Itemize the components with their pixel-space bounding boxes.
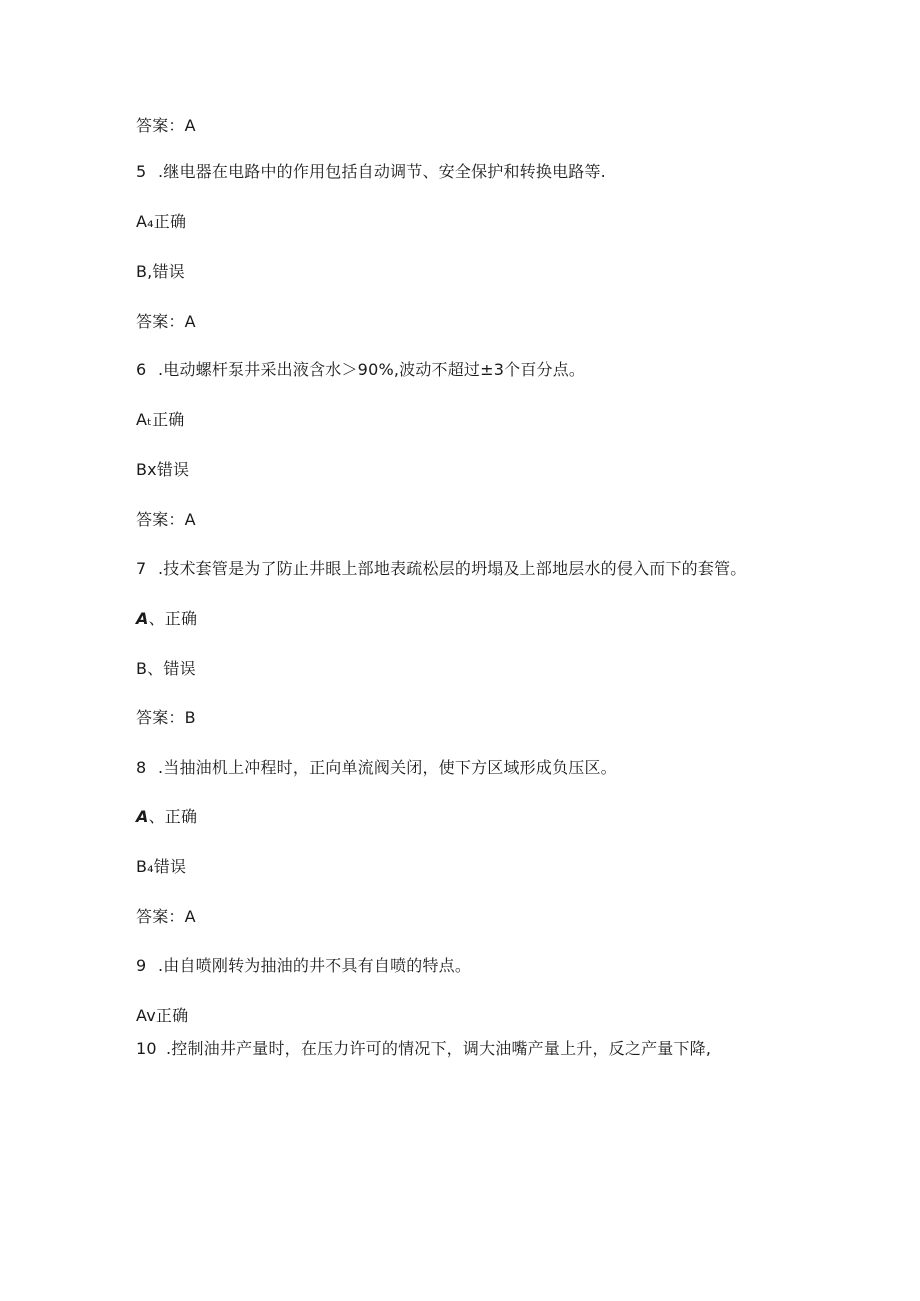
option-letter: A [136, 807, 149, 826]
option-text: B₄错误 [136, 857, 187, 876]
option-b [136, 658, 196, 680]
option-b [136, 856, 186, 878]
option-letter: A [136, 609, 149, 628]
option-text: A₄正确 [136, 212, 187, 231]
question-number: 6 [136, 360, 147, 379]
option-text: Bx错误 [136, 460, 190, 479]
question-5 [136, 161, 606, 183]
answer-line [136, 509, 196, 531]
answer-text: 答案：B [136, 708, 196, 727]
question-9 [136, 955, 471, 977]
question-number: 8 [136, 758, 147, 777]
answer-line [136, 707, 196, 729]
question-7 [136, 558, 747, 580]
option-text: B,错误 [136, 262, 185, 281]
question-text: .由自喷刚转为抽油的井不具有自喷的特点。 [158, 956, 472, 975]
answer-line [136, 115, 196, 137]
option-b [136, 459, 189, 481]
answer-text: 答案：A [136, 116, 196, 135]
option-text: Aₜ正确 [136, 410, 185, 429]
question-6 [136, 359, 585, 381]
answer-line [136, 311, 196, 333]
option-text: 、正确 [148, 609, 198, 628]
question-text: .继电器在电路中的作用包括自动调节、安全保护和转换电路等. [158, 162, 606, 181]
question-number: 5 [136, 162, 147, 181]
answer-text: 答案：A [136, 510, 196, 529]
answer-line [136, 906, 196, 928]
answer-text: 答案：A [136, 907, 196, 926]
option-a [136, 211, 186, 233]
question-text: .控制油井产量时，在压力许可的情况下，调大油嘴产量上升，反之产量下降, [166, 1039, 712, 1058]
option-b [136, 261, 185, 283]
option-a [136, 409, 184, 431]
question-number: 10 [136, 1039, 157, 1058]
question-text: .电动螺杆泵井采出液含水＞90%,波动不超过±3个百分点。 [158, 360, 586, 379]
question-text: .技术套管是为了防止井眼上部地表疏松层的坍塌及上部地层水的侵入而下的套管。 [158, 559, 747, 578]
question-text: .当抽油机上冲程时，正向单流阀关闭，使下方区域形成负压区。 [158, 758, 617, 777]
option-text: B、错误 [136, 659, 196, 678]
option-a [136, 1005, 188, 1027]
question-number: 9 [136, 956, 147, 975]
option-text: Av正确 [136, 1006, 189, 1025]
option-text: 、正确 [148, 807, 198, 826]
answer-text: 答案：A [136, 312, 196, 331]
question-number: 7 [136, 559, 147, 578]
question-10 [136, 1038, 711, 1060]
question-8 [136, 757, 617, 779]
option-a [136, 806, 197, 828]
option-a [136, 608, 197, 630]
